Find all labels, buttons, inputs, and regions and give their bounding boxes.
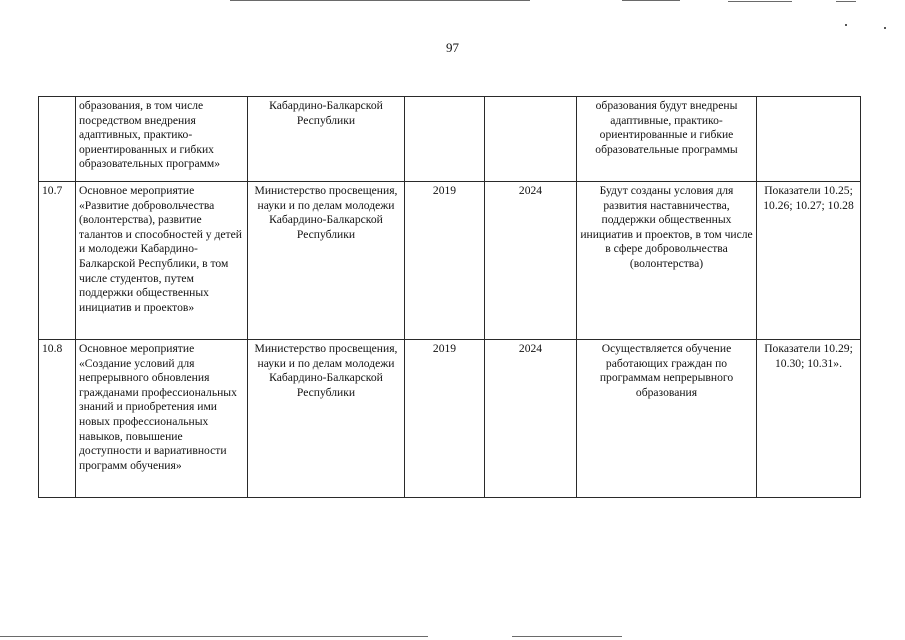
table-row xyxy=(39,182,861,340)
indicators-cell xyxy=(757,97,861,182)
activity-name-cell: Основное мероприятие «Создание условий для непрерывного обновления гражданами профессиональных знаний и приобретения ими новых профессиональных навыков, повышение доступности и вариативности программ обучения» xyxy=(76,340,248,498)
activity-name-cell: Основное мероприятие «Развитие добровольчества (волонтерства), развитие талантов и способностей у детей и молодежи Кабардино-Балкарской Республики, в том числе студентов, путем поддержки общественных инициатив и проектов» xyxy=(76,182,248,340)
page-number: 97 xyxy=(446,40,459,55)
end-year-cell: 2024 xyxy=(485,182,577,340)
row-number-cell: 10.8 xyxy=(39,340,76,498)
start-year-cell xyxy=(405,97,485,182)
table-row xyxy=(39,97,861,182)
scan-artifact-top-line xyxy=(622,0,680,1)
scan-artifact-bottom-line xyxy=(512,636,622,637)
responsible-executor-cell: Министерство просвещения, науки и по делам молодежи Кабардино-Балкарской Республики xyxy=(248,182,405,340)
scan-artifact-dot xyxy=(845,24,847,26)
start-year-cell: 2019 xyxy=(405,182,485,340)
activity-name-cell: образования, в том числе посредством внедрения адаптивных, практико-ориентированных и гибких образовательных программ» xyxy=(76,97,248,182)
scan-artifact-top-line xyxy=(230,0,530,1)
table-row xyxy=(39,340,861,498)
end-year-cell xyxy=(485,97,577,182)
row-number-cell: 10.7 xyxy=(39,182,76,340)
indicators-cell: Показатели 10.25; 10.26; 10.27; 10.28 xyxy=(757,182,861,340)
scan-artifact-top-line xyxy=(836,1,856,2)
expected-result-cell: Будут созданы условия для развития наставничества, поддержки общественных инициатив и проектов, в том числе в сфере добровольчества (волонтерства) xyxy=(577,182,757,340)
start-year-cell: 2019 xyxy=(405,340,485,498)
activities-table xyxy=(38,96,861,498)
scan-artifact-bottom-line xyxy=(0,636,428,637)
expected-result-cell: образования будут внедрены адаптивные, практико-ориентированные и гибкие образовательные программы xyxy=(577,97,757,182)
expected-result-cell: Осуществляется обучение работающих граждан по программам непрерывного образования xyxy=(577,340,757,498)
end-year-cell: 2024 xyxy=(485,340,577,498)
responsible-executor-cell: Министерство просвещения, науки и по делам молодежи Кабардино-Балкарской Республики xyxy=(248,340,405,498)
row-number-cell xyxy=(39,97,76,182)
indicators-cell: Показатели 10.29; 10.30; 10.31». xyxy=(757,340,861,498)
responsible-executor-cell: Кабардино-Балкарской Республики xyxy=(248,97,405,182)
scan-artifact-dot xyxy=(884,27,886,29)
scan-artifact-top-line xyxy=(728,1,792,2)
